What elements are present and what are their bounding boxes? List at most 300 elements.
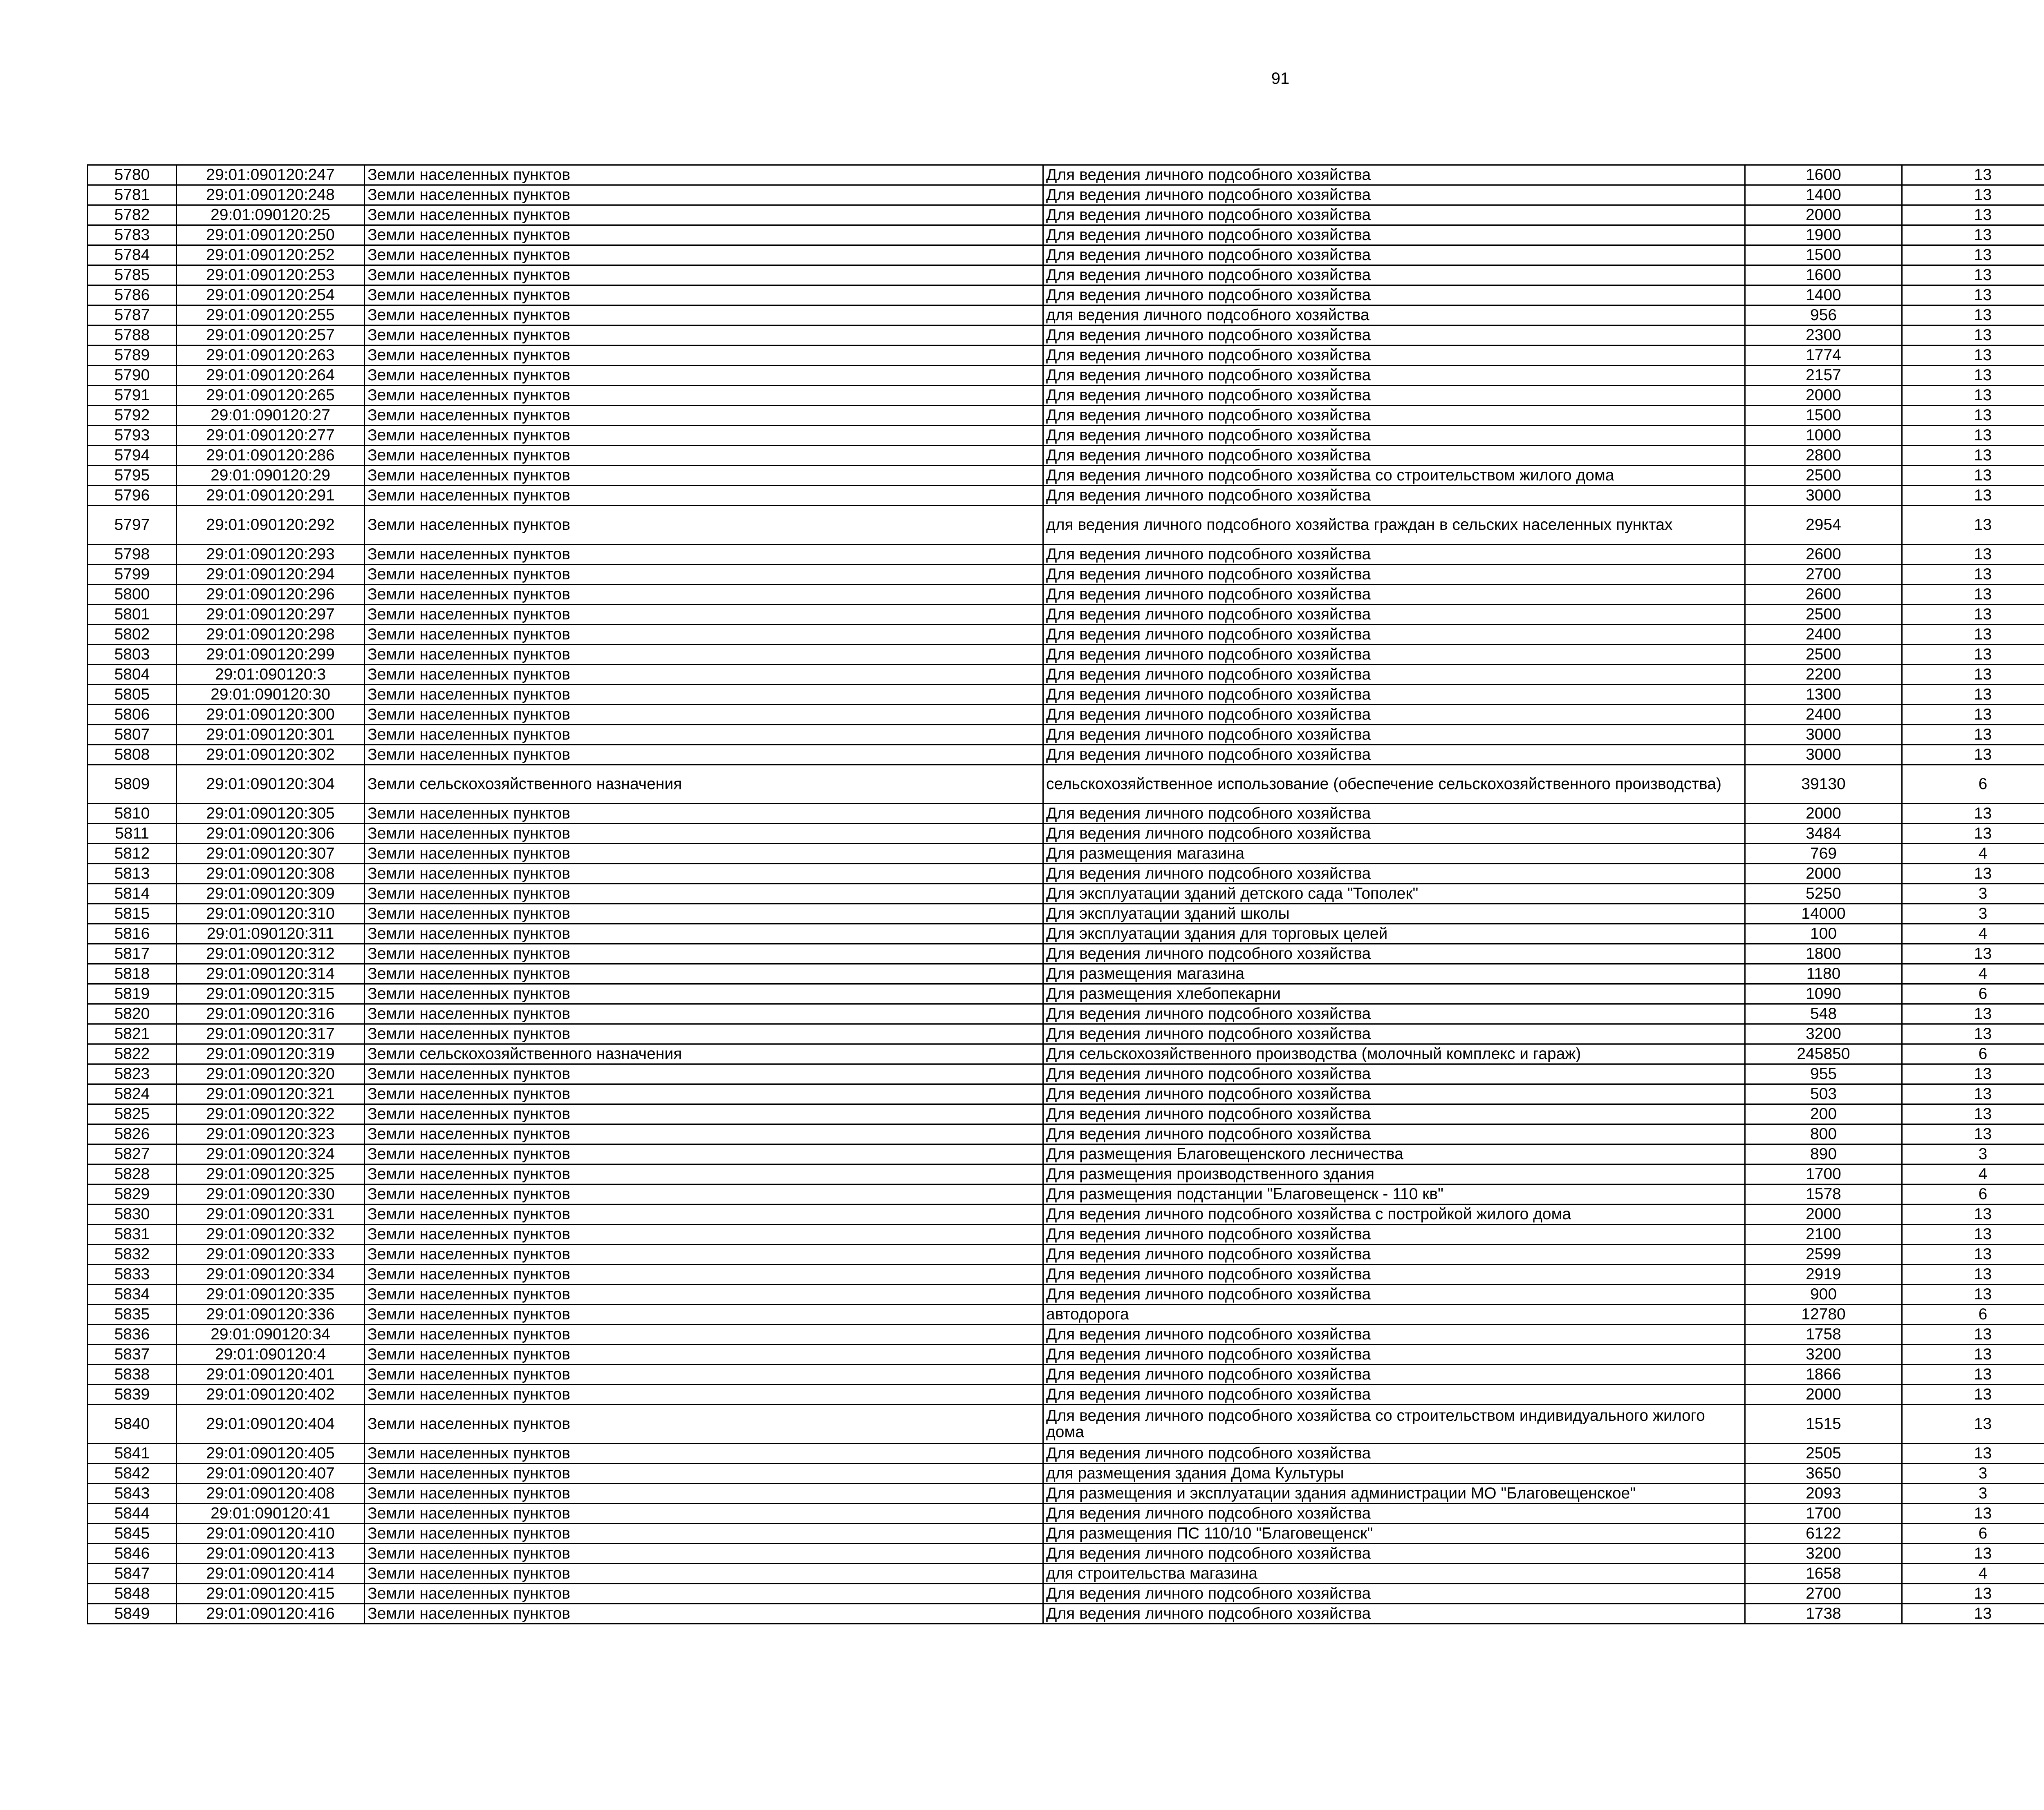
cadastral-number-cell: 29:01:090120:312 xyxy=(177,944,365,964)
area-cell: 1515 xyxy=(1745,1405,1902,1444)
area-cell: 1500 xyxy=(1745,406,1902,426)
row-number-cell: 5794 xyxy=(88,446,177,466)
table-row xyxy=(88,1044,2044,1064)
cadastral-number-cell: 29:01:090120:310 xyxy=(177,904,365,924)
table-row xyxy=(88,245,2044,265)
cadastral-number-cell: 29:01:090120:264 xyxy=(177,366,365,386)
cadastral-number-cell: 29:01:090120:314 xyxy=(177,964,365,984)
cadastral-number-cell: 29:01:090120:307 xyxy=(177,844,365,864)
table-row xyxy=(88,305,2044,325)
row-number-cell: 5849 xyxy=(88,1604,177,1624)
group-cell: 13 xyxy=(1902,1104,2044,1124)
group-cell: 13 xyxy=(1902,565,2044,585)
area-cell: 2000 xyxy=(1745,864,1902,884)
table-row xyxy=(88,1064,2044,1084)
permitted-use-cell: Для ведения личного подсобного хозяйства xyxy=(1043,366,1745,386)
table-row xyxy=(88,804,2044,824)
cadastral-number-cell: 29:01:090120:324 xyxy=(177,1144,365,1164)
group-cell: 13 xyxy=(1902,1064,2044,1084)
area-cell: 1758 xyxy=(1745,1325,1902,1345)
land-category-cell: Земли населенных пунктов xyxy=(365,665,1043,685)
land-category-cell: Земли населенных пунктов xyxy=(365,565,1043,585)
permitted-use-cell: для размещения здания Дома Культуры xyxy=(1043,1464,1745,1484)
row-number-cell: 5782 xyxy=(88,205,177,225)
permitted-use-cell: Для ведения личного подсобного хозяйства xyxy=(1043,1225,1745,1245)
group-cell: 13 xyxy=(1902,466,2044,486)
table-row xyxy=(88,406,2044,426)
cadastral-number-cell: 29:01:090120:292 xyxy=(177,506,365,545)
land-category-cell: Земли населенных пунктов xyxy=(365,345,1043,366)
group-cell: 13 xyxy=(1902,426,2044,446)
cadastral-number-cell: 29:01:090120:333 xyxy=(177,1245,365,1265)
table-row xyxy=(88,864,2044,884)
permitted-use-cell: Для ведения личного подсобного хозяйства xyxy=(1043,804,1745,824)
row-number-cell: 5813 xyxy=(88,864,177,884)
land-category-cell: Земли населенных пунктов xyxy=(365,1444,1043,1464)
cadastral-number-cell: 29:01:090120:325 xyxy=(177,1164,365,1184)
cadastral-number-cell: 29:01:090120:41 xyxy=(177,1504,365,1524)
area-cell: 1700 xyxy=(1745,1164,1902,1184)
cadastral-number-cell: 29:01:090120:302 xyxy=(177,745,365,765)
group-cell: 13 xyxy=(1902,205,2044,225)
land-category-cell: Земли населенных пунктов xyxy=(365,165,1043,185)
permitted-use-cell: Для размещения ПС 110/10 "Благовещенск" xyxy=(1043,1524,1745,1544)
land-category-cell: Земли населенных пунктов xyxy=(365,745,1043,765)
land-category-cell: Земли населенных пунктов xyxy=(365,406,1043,426)
permitted-use-cell: Для ведения личного подсобного хозяйства xyxy=(1043,345,1745,366)
row-number-cell: 5822 xyxy=(88,1044,177,1064)
cadastral-number-cell: 29:01:090120:4 xyxy=(177,1345,365,1365)
land-category-cell: Земли населенных пунктов xyxy=(365,1385,1043,1405)
cadastral-number-cell: 29:01:090120:316 xyxy=(177,1004,365,1024)
group-cell: 13 xyxy=(1902,1405,2044,1444)
permitted-use-cell: автодорога xyxy=(1043,1305,1745,1325)
group-cell: 13 xyxy=(1902,345,2044,366)
land-category-cell: Земли населенных пунктов xyxy=(365,1144,1043,1164)
permitted-use-cell: Для ведения личного подсобного хозяйства xyxy=(1043,1584,1745,1604)
table-row xyxy=(88,964,2044,984)
land-category-cell: Земли населенных пунктов xyxy=(365,1024,1043,1044)
row-number-cell: 5805 xyxy=(88,685,177,705)
land-category-cell: Земли населенных пунктов xyxy=(365,1405,1043,1444)
land-category-cell: Земли населенных пунктов xyxy=(365,864,1043,884)
permitted-use-cell: Для ведения личного подсобного хозяйства xyxy=(1043,1325,1745,1345)
row-number-cell: 5806 xyxy=(88,705,177,725)
land-category-cell: Земли населенных пунктов xyxy=(365,844,1043,864)
land-category-cell: Земли населенных пунктов xyxy=(365,645,1043,665)
area-cell: 548 xyxy=(1745,1004,1902,1024)
group-cell: 13 xyxy=(1902,1584,2044,1604)
table-row xyxy=(88,1484,2044,1504)
table-row xyxy=(88,984,2044,1004)
area-cell: 3000 xyxy=(1745,725,1902,745)
group-cell: 6 xyxy=(1902,1184,2044,1204)
table-row xyxy=(88,1084,2044,1104)
cadastral-number-cell: 29:01:090120:309 xyxy=(177,884,365,904)
cadastral-number-cell: 29:01:090120:299 xyxy=(177,645,365,665)
group-cell: 13 xyxy=(1902,625,2044,645)
cadastral-number-cell: 29:01:090120:401 xyxy=(177,1365,365,1385)
area-cell: 1658 xyxy=(1745,1564,1902,1584)
row-number-cell: 5843 xyxy=(88,1484,177,1504)
cadastral-number-cell: 29:01:090120:301 xyxy=(177,725,365,745)
table-row xyxy=(88,1144,2044,1164)
row-number-cell: 5834 xyxy=(88,1285,177,1305)
group-cell: 13 xyxy=(1902,406,2044,426)
land-category-cell: Земли населенных пунктов xyxy=(365,325,1043,345)
group-cell: 13 xyxy=(1902,1504,2044,1524)
area-cell: 2000 xyxy=(1745,804,1902,824)
row-number-cell: 5812 xyxy=(88,844,177,864)
permitted-use-cell: Для ведения личного подсобного хозяйства xyxy=(1043,1064,1745,1084)
group-cell: 13 xyxy=(1902,944,2044,964)
table-row xyxy=(88,645,2044,665)
row-number-cell: 5807 xyxy=(88,725,177,745)
permitted-use-cell: Для ведения личного подсобного хозяйства xyxy=(1043,1365,1745,1385)
row-number-cell: 5793 xyxy=(88,426,177,446)
permitted-use-cell: Для ведения личного подсобного хозяйства xyxy=(1043,185,1745,205)
cadastral-number-cell: 29:01:090120:286 xyxy=(177,446,365,466)
permitted-use-cell: Для ведения личного подсобного хозяйства xyxy=(1043,1004,1745,1024)
area-cell: 1578 xyxy=(1745,1184,1902,1204)
permitted-use-cell: Для ведения личного подсобного хозяйства xyxy=(1043,705,1745,725)
land-category-cell: Земли населенных пунктов xyxy=(365,1285,1043,1305)
permitted-use-cell: Для ведения личного подсобного хозяйства xyxy=(1043,1444,1745,1464)
cadastral-number-cell: 29:01:090120:414 xyxy=(177,1564,365,1584)
land-category-cell: Земли населенных пунктов xyxy=(365,804,1043,824)
row-number-cell: 5814 xyxy=(88,884,177,904)
row-number-cell: 5796 xyxy=(88,486,177,506)
area-cell: 2400 xyxy=(1745,625,1902,645)
cadastral-number-cell: 29:01:090120:248 xyxy=(177,185,365,205)
table-row xyxy=(88,745,2044,765)
land-category-cell: Земли населенных пунктов xyxy=(365,185,1043,205)
area-cell: 956 xyxy=(1745,305,1902,325)
group-cell: 4 xyxy=(1902,964,2044,984)
row-number-cell: 5801 xyxy=(88,605,177,625)
area-cell: 503 xyxy=(1745,1084,1902,1104)
land-category-cell: Земли населенных пунктов xyxy=(365,1564,1043,1584)
table-row xyxy=(88,944,2044,964)
cadastral-number-cell: 29:01:090120:250 xyxy=(177,225,365,245)
permitted-use-cell: Для ведения личного подсобного хозяйства xyxy=(1043,1245,1745,1265)
land-category-cell: Земли населенных пунктов xyxy=(365,1104,1043,1124)
group-cell: 3 xyxy=(1902,904,2044,924)
permitted-use-cell: Для ведения личного подсобного хозяйства xyxy=(1043,165,1745,185)
permitted-use-cell: Для ведения личного подсобного хозяйства xyxy=(1043,325,1745,345)
permitted-use-cell: Для ведения личного подсобного хозяйства xyxy=(1043,685,1745,705)
group-cell: 6 xyxy=(1902,765,2044,804)
table-row xyxy=(88,486,2044,506)
table-row xyxy=(88,844,2044,864)
cadastral-number-cell: 29:01:090120:293 xyxy=(177,545,365,565)
row-number-cell: 5839 xyxy=(88,1385,177,1405)
land-category-cell: Земли населенных пунктов xyxy=(365,1164,1043,1184)
group-cell: 13 xyxy=(1902,386,2044,406)
cadastral-number-cell: 29:01:090120:320 xyxy=(177,1064,365,1084)
row-number-cell: 5837 xyxy=(88,1345,177,1365)
group-cell: 13 xyxy=(1902,1285,2044,1305)
group-cell: 13 xyxy=(1902,585,2044,605)
permitted-use-cell: Для ведения личного подсобного хозяйства xyxy=(1043,1024,1745,1044)
table-row xyxy=(88,1004,2044,1024)
permitted-use-cell: Для эксплуатации зданий школы xyxy=(1043,904,1745,924)
area-cell: 2954 xyxy=(1745,506,1902,545)
cadastral-number-cell: 29:01:090120:405 xyxy=(177,1444,365,1464)
permitted-use-cell: Для ведения личного подсобного хозяйства xyxy=(1043,725,1745,745)
cadastral-number-cell: 29:01:090120:410 xyxy=(177,1524,365,1544)
area-cell: 2919 xyxy=(1745,1265,1902,1285)
land-category-cell: Земли населенных пунктов xyxy=(365,964,1043,984)
cadastral-number-cell: 29:01:090120:252 xyxy=(177,245,365,265)
area-cell: 2000 xyxy=(1745,205,1902,225)
table-row xyxy=(88,225,2044,245)
group-cell: 13 xyxy=(1902,506,2044,545)
row-number-cell: 5820 xyxy=(88,1004,177,1024)
row-number-cell: 5847 xyxy=(88,1564,177,1584)
area-cell: 2300 xyxy=(1745,325,1902,345)
group-cell: 13 xyxy=(1902,1544,2044,1564)
row-number-cell: 5832 xyxy=(88,1245,177,1265)
table-row xyxy=(88,285,2044,305)
group-cell: 13 xyxy=(1902,1004,2044,1024)
permitted-use-cell: Для ведения личного подсобного хозяйства xyxy=(1043,645,1745,665)
table-row xyxy=(88,1285,2044,1305)
area-cell: 3200 xyxy=(1745,1345,1902,1365)
cadastral-number-cell: 29:01:090120:254 xyxy=(177,285,365,305)
group-cell: 13 xyxy=(1902,486,2044,506)
area-cell: 1866 xyxy=(1745,1365,1902,1385)
table-row xyxy=(88,1184,2044,1204)
land-category-cell: Земли населенных пунктов xyxy=(365,625,1043,645)
cadastral-number-cell: 29:01:090120:30 xyxy=(177,685,365,705)
permitted-use-cell: Для ведения личного подсобного хозяйства xyxy=(1043,864,1745,884)
row-number-cell: 5783 xyxy=(88,225,177,245)
permitted-use-cell: Для ведения личного подсобного хозяйства xyxy=(1043,1084,1745,1104)
row-number-cell: 5804 xyxy=(88,665,177,685)
permitted-use-cell: Для размещения подстанции "Благовещенск - 110 кв" xyxy=(1043,1184,1745,1204)
land-category-cell: Земли населенных пунктов xyxy=(365,1124,1043,1144)
area-cell: 2400 xyxy=(1745,705,1902,725)
group-cell: 3 xyxy=(1902,1144,2044,1164)
table-row xyxy=(88,1164,2044,1184)
area-cell: 200 xyxy=(1745,1104,1902,1124)
permitted-use-cell: Для ведения личного подсобного хозяйства xyxy=(1043,665,1745,685)
row-number-cell: 5835 xyxy=(88,1305,177,1325)
group-cell: 4 xyxy=(1902,1564,2044,1584)
cadastral-number-cell: 29:01:090120:300 xyxy=(177,705,365,725)
row-number-cell: 5838 xyxy=(88,1365,177,1385)
land-category-cell: Земли населенных пунктов xyxy=(365,1245,1043,1265)
land-category-cell: Земли населенных пунктов xyxy=(365,924,1043,944)
permitted-use-cell: Для ведения личного подсобного хозяйства xyxy=(1043,1285,1745,1305)
group-cell: 13 xyxy=(1902,804,2044,824)
permitted-use-cell: Для размещения магазина xyxy=(1043,844,1745,864)
area-cell: 1000 xyxy=(1745,426,1902,446)
table-row xyxy=(88,466,2044,486)
group-cell: 13 xyxy=(1902,545,2044,565)
cadastral-number-cell: 29:01:090120:34 xyxy=(177,1325,365,1345)
area-cell: 900 xyxy=(1745,1285,1902,1305)
table-row xyxy=(88,1405,2044,1444)
permitted-use-cell: Для ведения личного подсобного хозяйства xyxy=(1043,1345,1745,1365)
cadastral-number-cell: 29:01:090120:253 xyxy=(177,265,365,285)
table-row xyxy=(88,585,2044,605)
group-cell: 13 xyxy=(1902,1444,2044,1464)
area-cell: 2500 xyxy=(1745,605,1902,625)
area-cell: 2700 xyxy=(1745,565,1902,585)
table-row xyxy=(88,366,2044,386)
permitted-use-cell: Для ведения личного подсобного хозяйства xyxy=(1043,245,1745,265)
table-row xyxy=(88,1385,2044,1405)
permitted-use-cell: Для ведения личного подсобного хозяйства xyxy=(1043,1385,1745,1405)
permitted-use-cell: Для ведения личного подсобного хозяйства xyxy=(1043,1104,1745,1124)
land-category-cell: Земли населенных пунктов xyxy=(365,386,1043,406)
group-cell: 13 xyxy=(1902,1084,2044,1104)
cadastral-number-cell: 29:01:090120:265 xyxy=(177,386,365,406)
group-cell: 13 xyxy=(1902,745,2044,765)
permitted-use-cell: сельскохозяйственное использование (обеспечение сельскохозяйственного производства) xyxy=(1043,765,1745,804)
group-cell: 13 xyxy=(1902,325,2044,345)
cadastral-number-cell: 29:01:090120:311 xyxy=(177,924,365,944)
row-number-cell: 5844 xyxy=(88,1504,177,1524)
area-cell: 2093 xyxy=(1745,1484,1902,1504)
table-row xyxy=(88,506,2044,545)
table-row xyxy=(88,1225,2044,1245)
land-category-cell: Земли населенных пунктов xyxy=(365,545,1043,565)
group-cell: 3 xyxy=(1902,884,2044,904)
area-cell: 3200 xyxy=(1745,1024,1902,1044)
area-cell: 2000 xyxy=(1745,1204,1902,1225)
row-number-cell: 5828 xyxy=(88,1164,177,1184)
area-cell: 1900 xyxy=(1745,225,1902,245)
row-number-cell: 5784 xyxy=(88,245,177,265)
area-cell: 3200 xyxy=(1745,1544,1902,1564)
permitted-use-cell: Для ведения личного подсобного хозяйства xyxy=(1043,426,1745,446)
land-category-cell: Земли населенных пунктов xyxy=(365,605,1043,625)
table-row xyxy=(88,325,2044,345)
group-cell: 13 xyxy=(1902,1385,2044,1405)
land-category-cell: Земли населенных пунктов xyxy=(365,1365,1043,1385)
table-row xyxy=(88,165,2044,185)
table-row xyxy=(88,1604,2044,1624)
area-cell: 2157 xyxy=(1745,366,1902,386)
permitted-use-cell: Для ведения личного подсобного хозяйства xyxy=(1043,386,1745,406)
group-cell: 13 xyxy=(1902,1325,2044,1345)
cadastral-number-cell: 29:01:090120:416 xyxy=(177,1604,365,1624)
land-category-cell: Земли населенных пунктов xyxy=(365,426,1043,446)
table-row xyxy=(88,904,2044,924)
area-cell: 1600 xyxy=(1745,265,1902,285)
table-row xyxy=(88,705,2044,725)
area-cell: 1180 xyxy=(1745,964,1902,984)
table-row xyxy=(88,685,2044,705)
cadastral-number-cell: 29:01:090120:323 xyxy=(177,1124,365,1144)
table-row xyxy=(88,924,2044,944)
row-number-cell: 5811 xyxy=(88,824,177,844)
table-row xyxy=(88,884,2044,904)
land-category-cell: Земли населенных пунктов xyxy=(365,1305,1043,1325)
cadastral-number-cell: 29:01:090120:317 xyxy=(177,1024,365,1044)
cadastral-number-cell: 29:01:090120:3 xyxy=(177,665,365,685)
land-category-cell: Земли населенных пунктов xyxy=(365,904,1043,924)
table-row xyxy=(88,1564,2044,1584)
cadastral-number-cell: 29:01:090120:335 xyxy=(177,1285,365,1305)
permitted-use-cell: Для ведения личного подсобного хозяйства со строительством жилого дома xyxy=(1043,466,1745,486)
area-cell: 955 xyxy=(1745,1064,1902,1084)
group-cell: 13 xyxy=(1902,605,2044,625)
area-cell: 2000 xyxy=(1745,386,1902,406)
table-row xyxy=(88,665,2044,685)
area-cell: 1400 xyxy=(1745,285,1902,305)
permitted-use-cell: Для ведения личного подсобного хозяйства xyxy=(1043,1124,1745,1144)
land-category-cell: Земли населенных пунктов xyxy=(365,446,1043,466)
group-cell: 13 xyxy=(1902,1265,2044,1285)
land-category-cell: Земли населенных пунктов xyxy=(365,506,1043,545)
row-number-cell: 5815 xyxy=(88,904,177,924)
area-cell: 2800 xyxy=(1745,446,1902,466)
permitted-use-cell: Для ведения личного подсобного хозяйства xyxy=(1043,1504,1745,1524)
land-category-cell: Земли населенных пунктов xyxy=(365,1584,1043,1604)
permitted-use-cell: Для ведения личного подсобного хозяйства со строительством индивидуального жилого дома xyxy=(1043,1405,1745,1444)
land-category-cell: Земли населенных пунктов xyxy=(365,225,1043,245)
row-number-cell: 5848 xyxy=(88,1584,177,1604)
area-cell: 3000 xyxy=(1745,486,1902,506)
land-category-cell: Земли населенных пунктов xyxy=(365,1204,1043,1225)
land-category-cell: Земли населенных пунктов xyxy=(365,1004,1043,1024)
area-cell: 5250 xyxy=(1745,884,1902,904)
area-cell: 39130 xyxy=(1745,765,1902,804)
permitted-use-cell: Для размещения Благовещенского лесничества xyxy=(1043,1144,1745,1164)
area-cell: 245850 xyxy=(1745,1044,1902,1064)
group-cell: 4 xyxy=(1902,1164,2044,1184)
table-row xyxy=(88,386,2044,406)
land-category-cell: Земли населенных пунктов xyxy=(365,305,1043,325)
table-row xyxy=(88,1305,2044,1325)
row-number-cell: 5786 xyxy=(88,285,177,305)
area-cell: 1300 xyxy=(1745,685,1902,705)
row-number-cell: 5802 xyxy=(88,625,177,645)
cadastral-number-cell: 29:01:090120:297 xyxy=(177,605,365,625)
row-number-cell: 5830 xyxy=(88,1204,177,1225)
table-row xyxy=(88,1524,2044,1544)
land-category-cell: Земли населенных пунктов xyxy=(365,1345,1043,1365)
cadastral-number-cell: 29:01:090120:263 xyxy=(177,345,365,366)
cadastral-number-cell: 29:01:090120:255 xyxy=(177,305,365,325)
group-cell: 4 xyxy=(1902,844,2044,864)
land-category-cell: Земли населенных пунктов xyxy=(365,824,1043,844)
land-category-cell: Земли населенных пунктов xyxy=(365,1325,1043,1345)
cadastral-number-cell: 29:01:090120:331 xyxy=(177,1204,365,1225)
area-cell: 2600 xyxy=(1745,585,1902,605)
area-cell: 1500 xyxy=(1745,245,1902,265)
table-body xyxy=(88,165,2044,1624)
row-number-cell: 5810 xyxy=(88,804,177,824)
row-number-cell: 5833 xyxy=(88,1265,177,1285)
land-category-cell: Земли населенных пунктов xyxy=(365,944,1043,964)
group-cell: 4 xyxy=(1902,924,2044,944)
cadastral-number-cell: 29:01:090120:332 xyxy=(177,1225,365,1245)
table-row xyxy=(88,446,2044,466)
group-cell: 13 xyxy=(1902,725,2044,745)
permitted-use-cell: Для размещения производственного здания xyxy=(1043,1164,1745,1184)
row-number-cell: 5780 xyxy=(88,165,177,185)
row-number-cell: 5824 xyxy=(88,1084,177,1104)
row-number-cell: 5808 xyxy=(88,745,177,765)
area-cell: 2700 xyxy=(1745,1584,1902,1604)
area-cell: 1800 xyxy=(1745,944,1902,964)
land-category-cell: Земли сельскохозяйственного назначения xyxy=(365,765,1043,804)
